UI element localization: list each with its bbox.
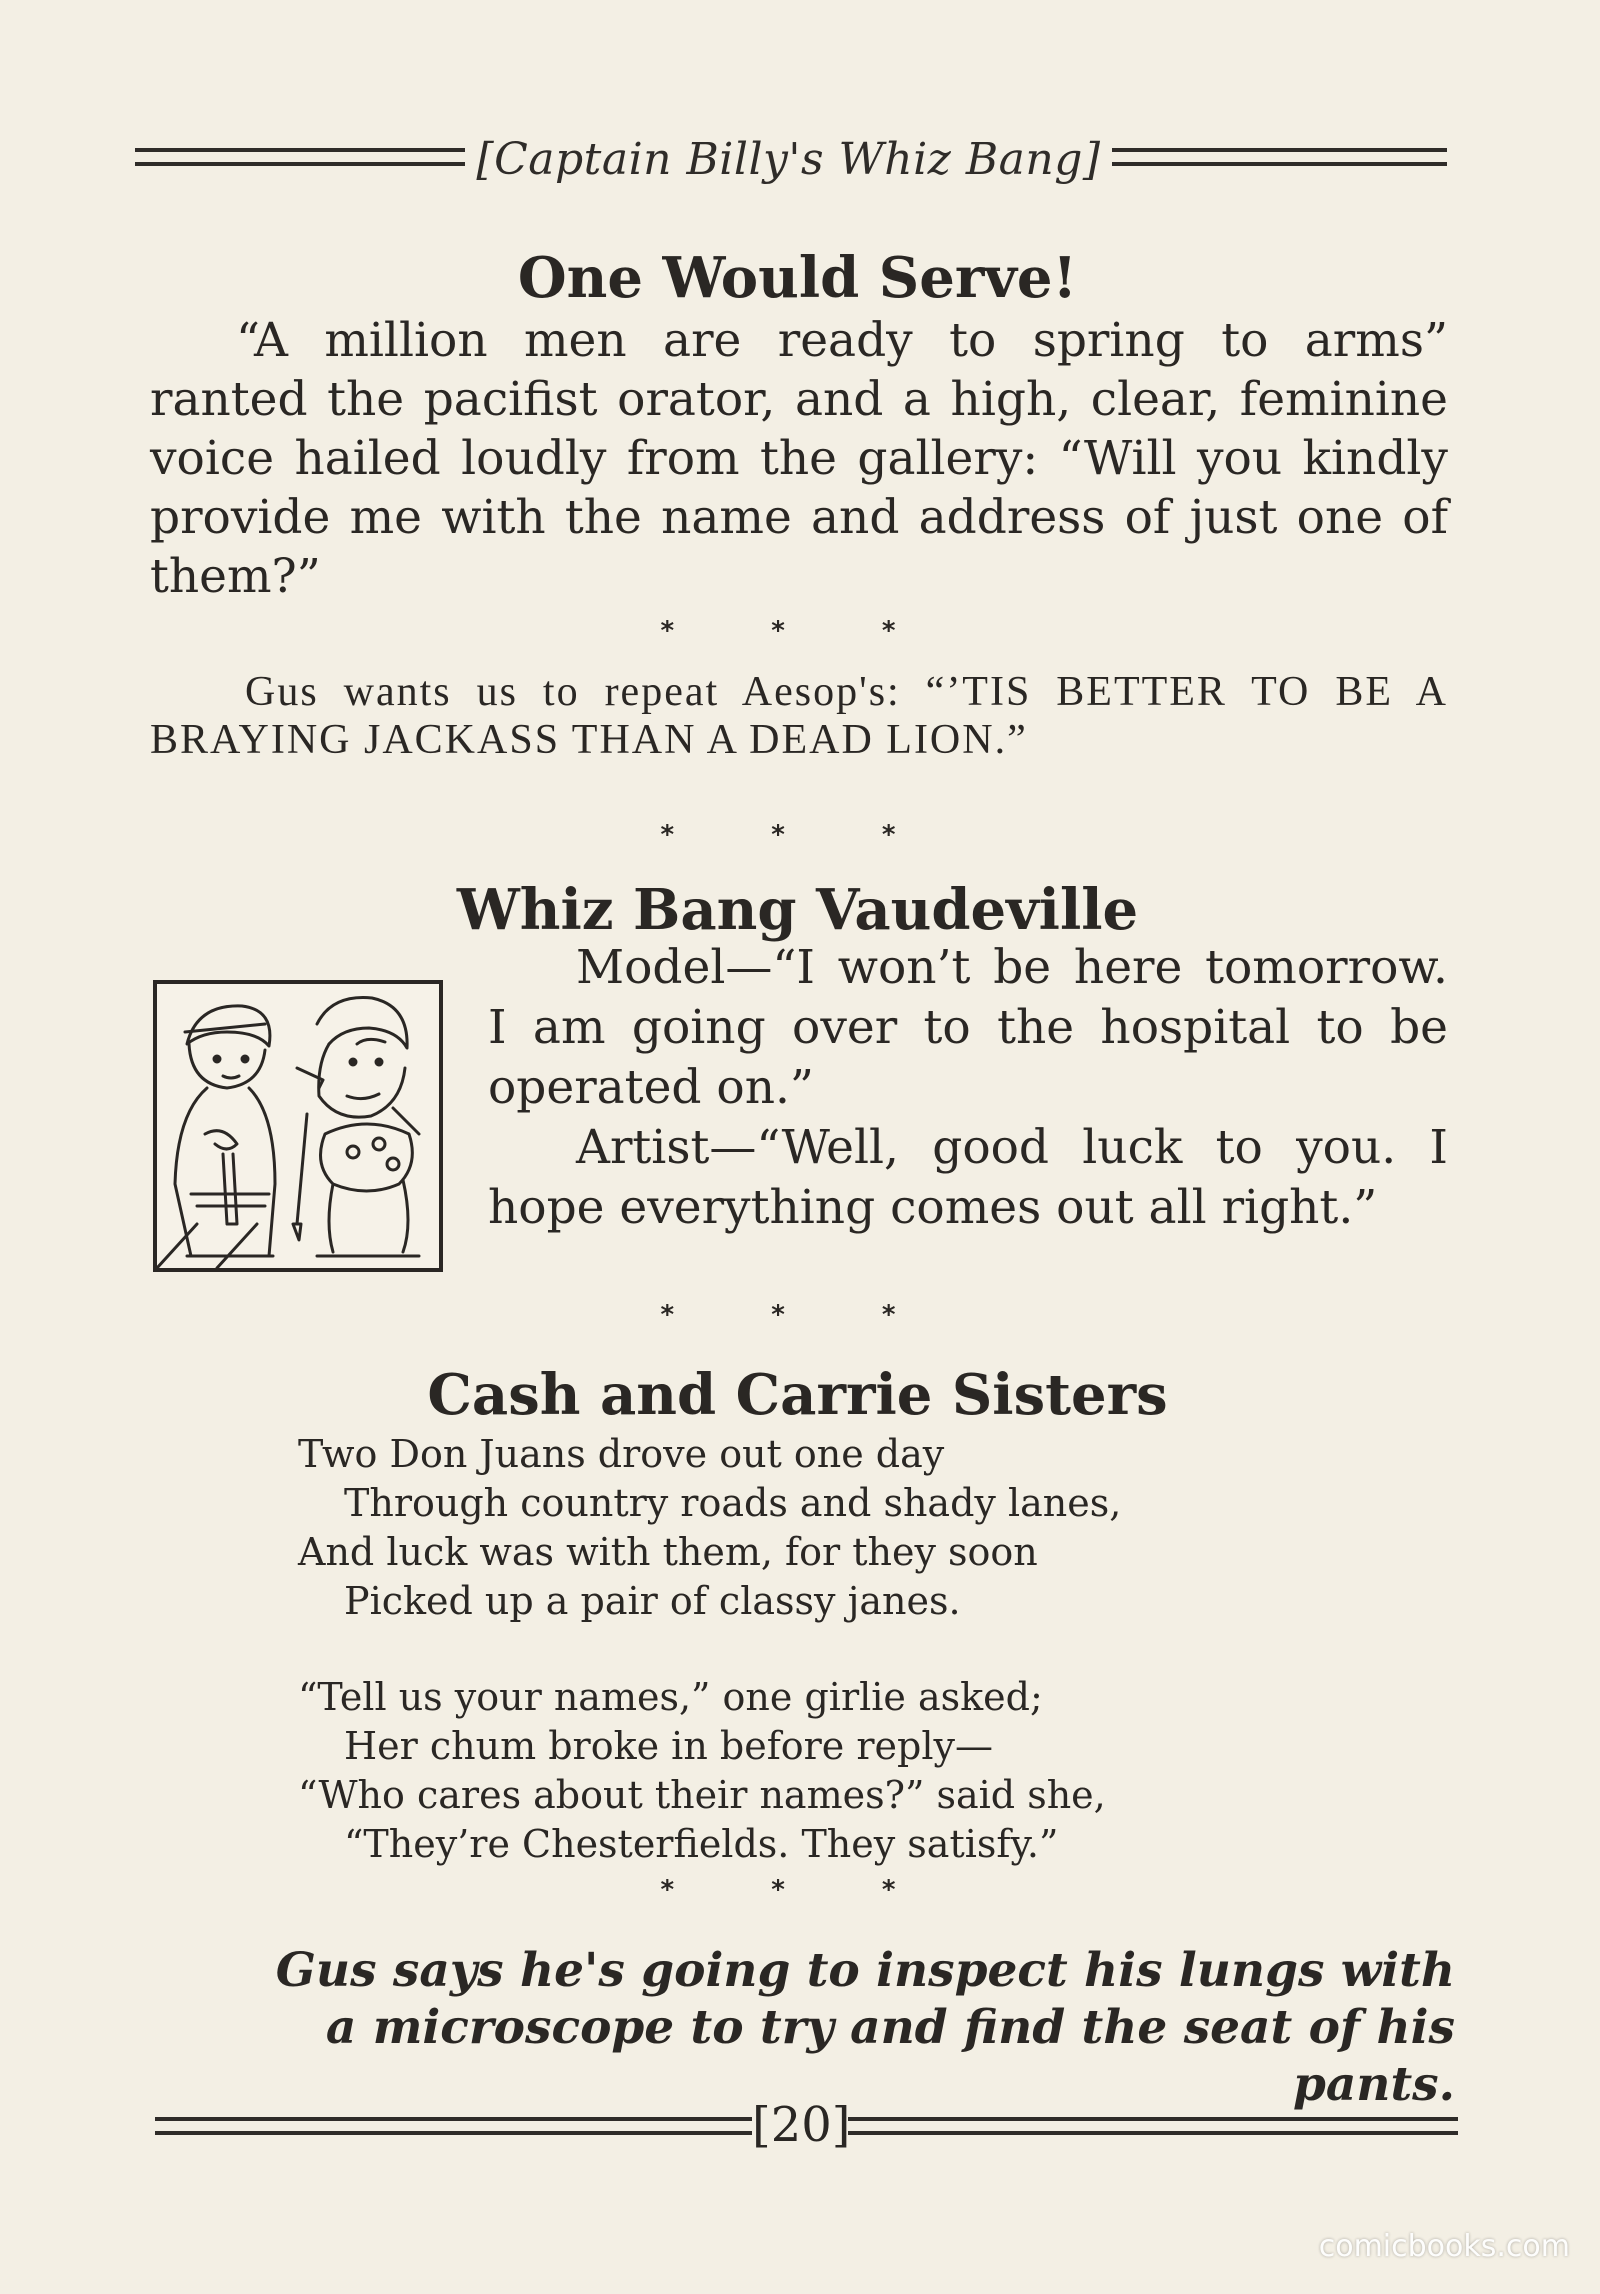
separator-stars-4: * * * (660, 1875, 940, 1905)
separator-stars-1: * * * (660, 616, 940, 646)
watermark: comicbooks.com (1318, 2229, 1570, 2264)
separator-stars-2: * * * (660, 820, 940, 850)
poem-stanza-1 (298, 1430, 1398, 1626)
model-and-artist-drawing (157, 984, 439, 1268)
page-number: [20] (752, 2097, 851, 2153)
headline-one-would-serve: One Would Serve! (517, 245, 1078, 311)
closing-joke: Gus says he's going to inspect his lungs with a microscope to try and find the seat of his pants. (275, 1943, 1455, 2112)
poem-line: And luck was with them, for they soon (298, 1530, 1038, 1574)
poem-line: Picked up a pair of classy janes. (344, 1579, 961, 1623)
separator-stars-3: * * * (660, 1300, 940, 1330)
running-header: [Captain Billy's Whiz Bang] (476, 134, 1101, 185)
poem-line: “They’re Chesterfields. They satisfy.” (344, 1822, 1059, 1866)
article-one-body: “A million men are ready to spring to arms” ranted the pacifist orator, and a high, clear, feminine voice hailed loudly from the gallery: “Will you kindly provide me with the name and address of just one of them?” (150, 313, 1448, 604)
aesop-quote: Gus wants us to repeat Aesop's: “’TIS BETTER TO BE A BRAYING JACKASS THAN A DEAD LION.” (150, 669, 1448, 763)
poem-line: Two Don Juans drove out one day (298, 1432, 945, 1476)
headline-whiz-bang-vaudeville: Whiz Bang Vaudeville (456, 877, 1139, 943)
header-rule-right (1112, 138, 1447, 172)
vaudeville-dialogue (488, 938, 1448, 1238)
poem-stanza-2 (298, 1673, 1398, 1869)
headline-cash-and-carrie: Cash and Carrie Sisters (427, 1362, 1168, 1428)
footer-rule-left (155, 2107, 752, 2141)
footer-rule-right (848, 2107, 1458, 2141)
poem-line: Through country roads and shady lanes, (344, 1481, 1122, 1525)
poem-line: “Tell us your names,” one girlie asked; (298, 1675, 1043, 1719)
poem-line: “Who cares about their names?” said she, (298, 1773, 1106, 1817)
cartoon-illustration (153, 980, 443, 1272)
model-line: Model—“I won’t be here tomorrow. I am going over to the hospital to be operated on.” (488, 940, 1448, 1115)
header-rule-left (135, 138, 465, 172)
poem-line: Her chum broke in before reply— (344, 1724, 993, 1768)
artist-line: Artist—“Well, good luck to you. I hope everything comes out all right.” (488, 1120, 1448, 1235)
